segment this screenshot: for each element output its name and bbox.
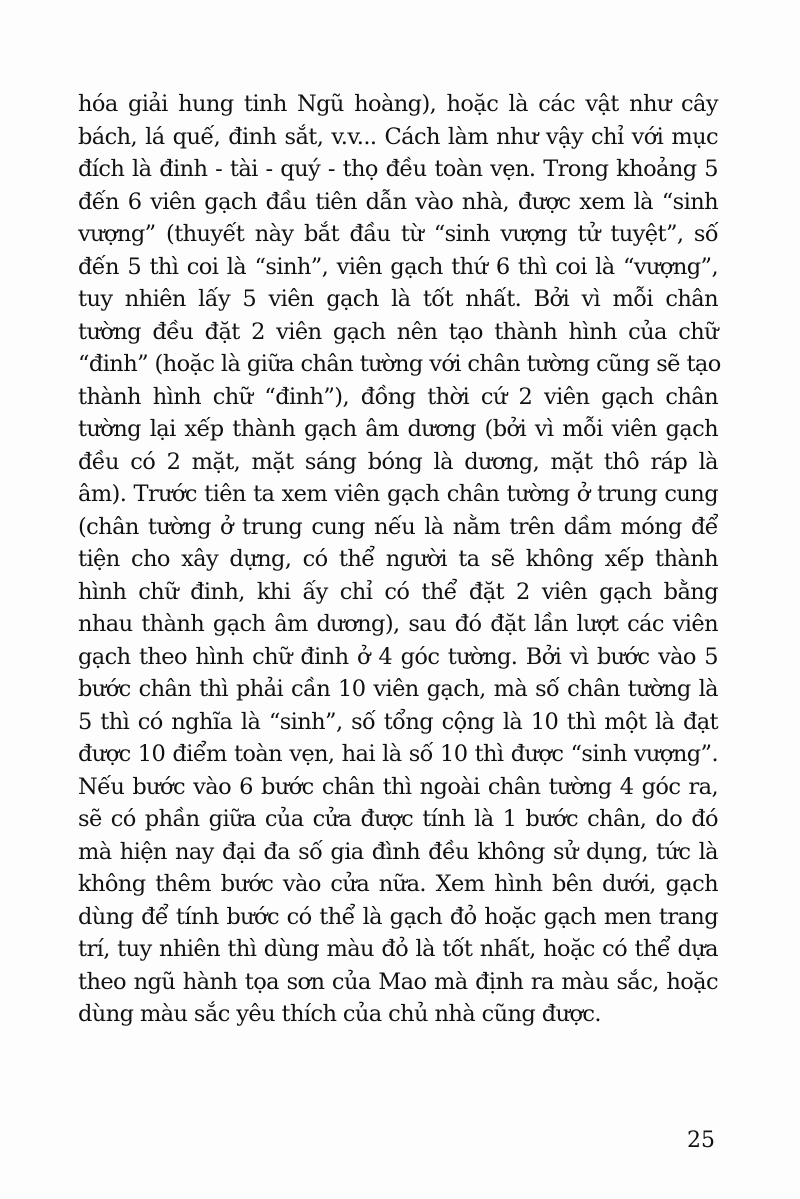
text-line: mà hiện nay đại đa số gia đình đều không sử dụng, tức là	[78, 838, 718, 865]
text-line: nhau thành gạch âm dương), sau đó đặt lần lượt các viên	[78, 611, 718, 637]
page-number: 25	[687, 1128, 715, 1153]
text-line: không thêm bước vào cửa nữa. Xem hình bên dưới, gạch	[78, 871, 718, 897]
text-line: bước chân thì phải cần 10 viên gạch, mà số chân tường là	[78, 676, 718, 702]
text-line: hóa giải hung tinh Ngũ hoàng), hoặc là các vật như cây	[78, 91, 718, 117]
text-line: bách, lá quế, đinh sắt, v.v... Cách làm như vậy chỉ với mục	[78, 123, 718, 150]
text-line: 5 thì có nghĩa là “sinh”, số tổng cộng là 10 thì một là đạt	[78, 708, 718, 735]
text-line: đến 6 viên gạch đầu tiên dẫn vào nhà, được xem là “sinh	[78, 188, 718, 215]
text-line: (chân tường ở trung cung nếu là nằm trên dầm móng để	[78, 513, 718, 540]
text-line: vượng” (thuyết này bắt đầu từ “sinh vượng tử tuyệt”, số	[78, 221, 718, 247]
text-line: đích là đinh - tài - quý - thọ đều toàn vẹn. Trong khoảng 5	[78, 156, 718, 182]
text-line: theo ngũ hành tọa sơn của Mao mà định ra màu sắc, hoặc	[78, 968, 718, 995]
text-line: sẽ có phần giữa của cửa được tính là 1 bước chân, do đó	[78, 806, 718, 832]
text-line: Nếu bước vào 6 bước chân thì ngoài chân tường 4 góc ra,	[78, 773, 718, 800]
text-line: thành hình chữ “đinh”), đồng thời cứ 2 viên gạch chân	[78, 383, 718, 410]
text-line: gạch theo hình chữ đinh ở 4 góc tường. Bởi vì bước vào 5	[78, 643, 718, 670]
text-line: đến 5 thì coi là “sinh”, viên gạch thứ 6 thì coi là “vượng”,	[78, 253, 718, 280]
text-line: tường đều đặt 2 viên gạch nên tạo thành hình của chữ	[78, 318, 718, 345]
body-text	[78, 88, 721, 1031]
text-line: dùng màu sắc yêu thích của chủ nhà cũng được.	[78, 1001, 601, 1027]
text-line: trí, tuy nhiên thì dùng màu đỏ là tốt nhất, hoặc có thể dựa	[78, 936, 718, 962]
text-line: đều có 2 mặt, mặt sáng bóng là dương, mặt thô ráp là	[78, 448, 718, 475]
text-line: tuy nhiên lấy 5 viên gạch là tốt nhất. Bởi vì mỗi chân	[78, 286, 718, 312]
text-line: tiện cho xây dựng, có thể người ta sẽ không xếp thành	[78, 546, 718, 572]
text-line: được 10 điểm toàn vẹn, hai là số 10 thì được “sinh vượng”.	[78, 741, 718, 767]
text-line: dùng để tính bước có thể là gạch đỏ hoặc gạch men trang	[78, 903, 718, 930]
text-line: hình chữ đinh, khi ấy chỉ có thể đặt 2 viên gạch bằng	[78, 578, 718, 605]
text-line: âm). Trước tiên ta xem viên gạch chân tường ở trung cung	[78, 481, 718, 507]
text-line: “đinh” (hoặc là giữa chân tường với chân tường cũng sẽ tạo	[78, 351, 721, 377]
text-line: tường lại xếp thành gạch âm dương (bởi vì mỗi viên gạch	[78, 416, 718, 442]
